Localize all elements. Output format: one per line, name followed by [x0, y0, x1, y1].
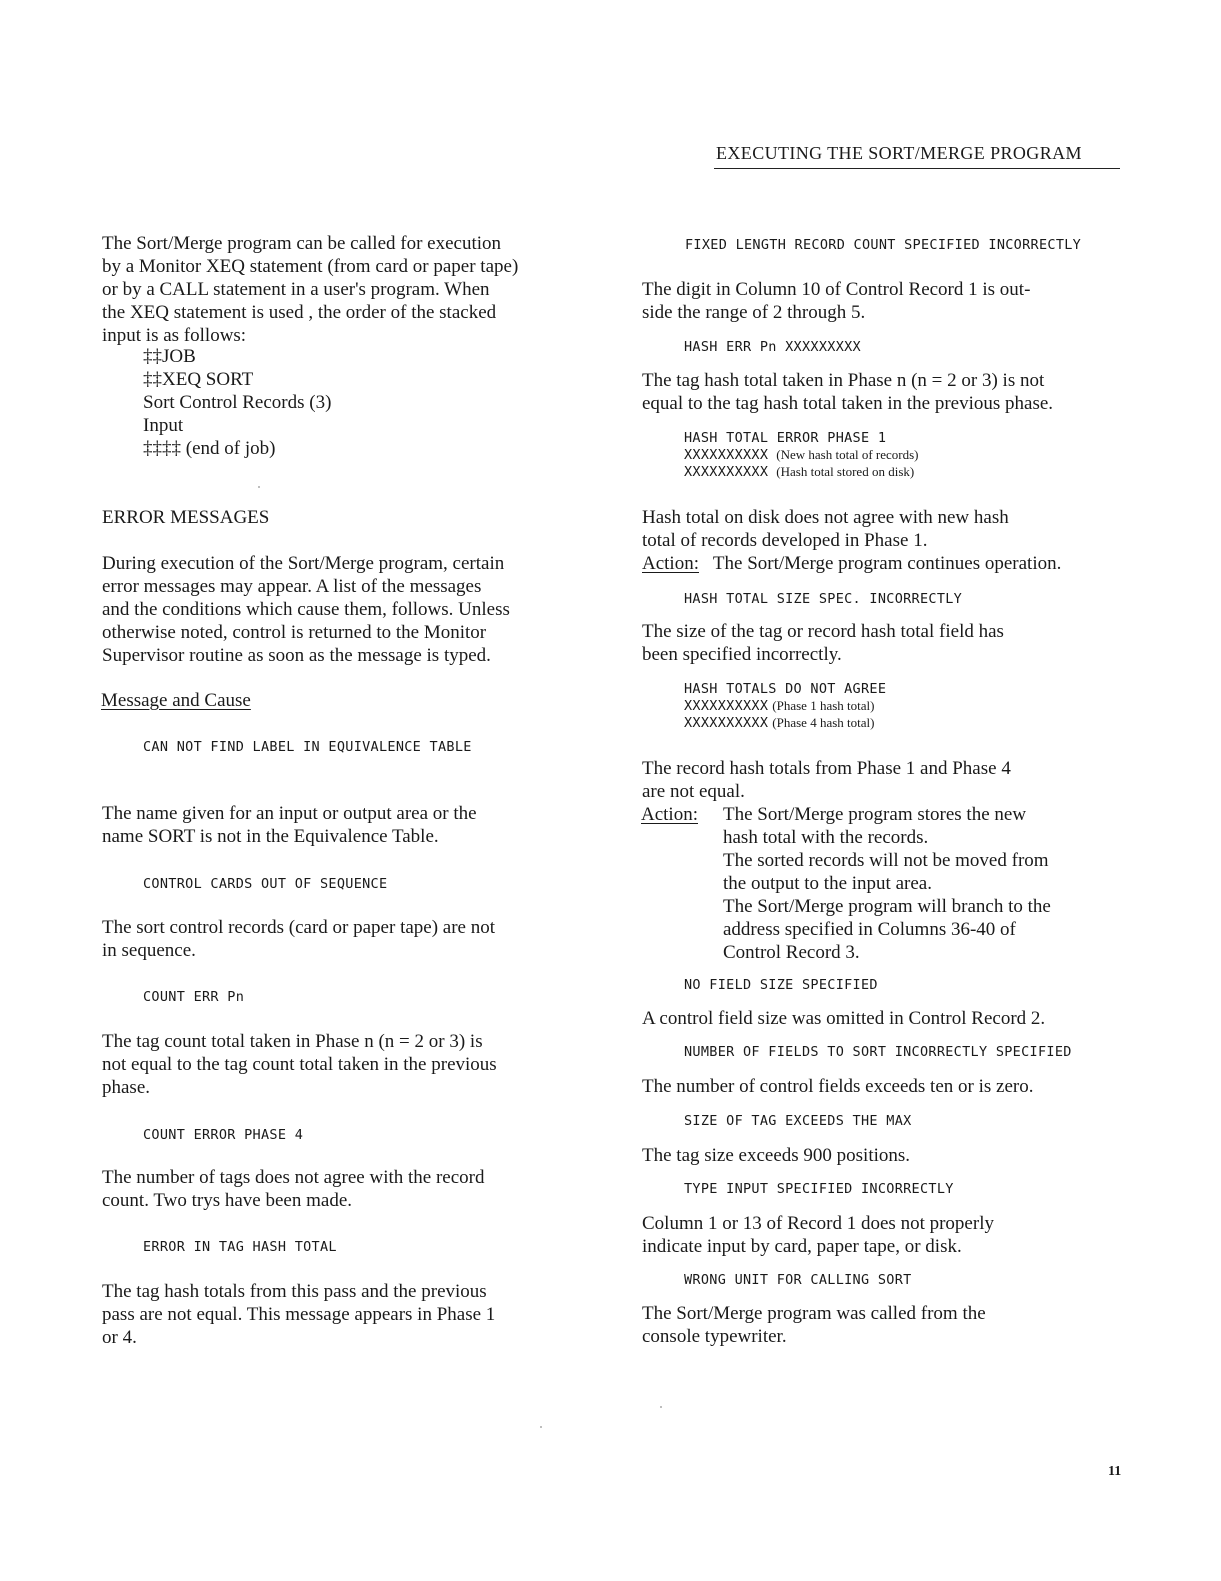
message-description: The tag hash total taken in Phase n (n = 2 or 3) is not equal to the tag hash total taken in the previous phase.	[642, 370, 1054, 414]
message-description: The sort control records (card or paper tape) are not in sequence.	[102, 917, 496, 961]
job-deck-item: ‡‡XEQ SORT	[143, 369, 254, 390]
message-code: SIZE OF TAG EXCEEDS THE MAX	[684, 1113, 912, 1129]
header-rule	[714, 168, 1120, 169]
message-description: The number of control fields exceeds ten or is zero.	[642, 1076, 1034, 1097]
message-code: FIXED LENGTH RECORD COUNT SPECIFIED INCORRECTLY	[685, 237, 1082, 253]
scan-speck	[660, 1406, 662, 1408]
message-description: The tag hash totals from this pass and the previous pass are not equal. This message appears in Phase 1 or 4.	[102, 1281, 496, 1348]
message-description: Column 1 or 13 of Record 1 does not properly indicate input by card, paper tape, or disk.	[642, 1213, 994, 1257]
section-intro-paragraph: During execution of the Sort/Merge program, certain error messages may appear. A list of the messages and the conditions which cause them, follows. Unless otherwise noted, control is returned to the Monitor Supervisor routine as soon as the message is typed.	[102, 553, 510, 666]
message-code: HASH TOTAL ERROR PHASE 1	[684, 430, 887, 446]
intro-paragraph: The Sort/Merge program can be called for execution by a Monitor XEQ statement (from card or paper tape) or by a CALL statement in a user's program. When the XEQ statement is used , the order of the stacked input is as follows:	[102, 233, 519, 346]
message-description: A control field size was omitted in Control Record 2.	[642, 1008, 1046, 1029]
page-number: 11	[1108, 1464, 1122, 1479]
action-note: Action: The Sort/Merge program continues operation.	[642, 553, 1062, 574]
job-deck-list	[143, 345, 331, 460]
message-description: The record hash totals from Phase 1 and Phase 4 are not equal.	[642, 758, 1011, 802]
message-description: The tag size exceeds 900 positions.	[642, 1145, 911, 1166]
message-code: TYPE INPUT SPECIFIED INCORRECTLY	[684, 1181, 954, 1197]
message-description: The tag count total taken in Phase n (n = 2 or 3) is not equal to the tag count total taken in the previous phase.	[102, 1031, 497, 1098]
message-code: NUMBER OF FIELDS TO SORT INCORRECTLY SPECIFIED	[684, 1044, 1072, 1060]
sub-heading: Message and Cause	[101, 690, 251, 711]
message-code: CONTROL CARDS OUT OF SEQUENCE	[143, 876, 388, 892]
message-code: COUNT ERR Pn	[143, 989, 245, 1005]
message-values: XXXXXXXXXX (Phase 1 hash total) XXXXXXXXXX (Phase 4 hash total)	[684, 698, 875, 731]
message-code: ERROR IN TAG HASH TOTAL	[143, 1239, 337, 1255]
message-description: Hash total on disk does not agree with new hash total of records developed in Phase 1.	[642, 507, 1009, 551]
scan-speck	[258, 486, 260, 488]
job-deck-item: ‡‡JOB	[143, 346, 196, 367]
message-code: HASH TOTALS DO NOT AGREE	[684, 681, 887, 697]
job-deck-item: Input	[143, 415, 184, 436]
message-code: CAN NOT FIND LABEL IN EQUIVALENCE TABLE	[143, 739, 472, 755]
message-description: The size of the tag or record hash total field has been specified incorrectly.	[642, 621, 1004, 665]
message-code: HASH ERR Pn XXXXXXXXX	[684, 339, 861, 355]
running-header: EXECUTING THE SORT/MERGE PROGRAM	[716, 143, 1082, 163]
job-deck-item: ‡‡‡‡ (end of job)	[143, 438, 276, 459]
message-description: The number of tags does not agree with the record count. Two trys have been made.	[102, 1167, 485, 1211]
job-deck-item: Sort Control Records (3)	[143, 392, 332, 413]
message-code: NO FIELD SIZE SPECIFIED	[684, 977, 878, 993]
action-label: Action:	[641, 804, 698, 825]
message-values: XXXXXXXXXX (New hash total of records) XXXXXXXXXX (Hash total stored on disk)	[684, 447, 919, 480]
message-description: The digit in Column 10 of Control Record 1 is out- side the range of 2 through 5.	[642, 279, 1031, 323]
message-code: HASH TOTAL SIZE SPEC. INCORRECTLY	[684, 591, 963, 607]
message-description: The Sort/Merge program was called from the console typewriter.	[642, 1303, 986, 1347]
section-heading: ERROR MESSAGES	[102, 507, 270, 528]
message-description: The name given for an input or output area or the name SORT is not in the Equivalence Table.	[102, 803, 477, 847]
action-body: The Sort/Merge program stores the new hash total with the records. The sorted records will not be moved from the output to the input area. The Sort/Merge program will branch to the address specified in Columns 36-40 of Control Record 3.	[723, 804, 1051, 963]
message-code: COUNT ERROR PHASE 4	[143, 1127, 304, 1143]
scan-speck	[540, 1426, 542, 1428]
action-label: Action:	[642, 553, 699, 574]
message-code: WRONG UNIT FOR CALLING SORT	[684, 1272, 912, 1288]
